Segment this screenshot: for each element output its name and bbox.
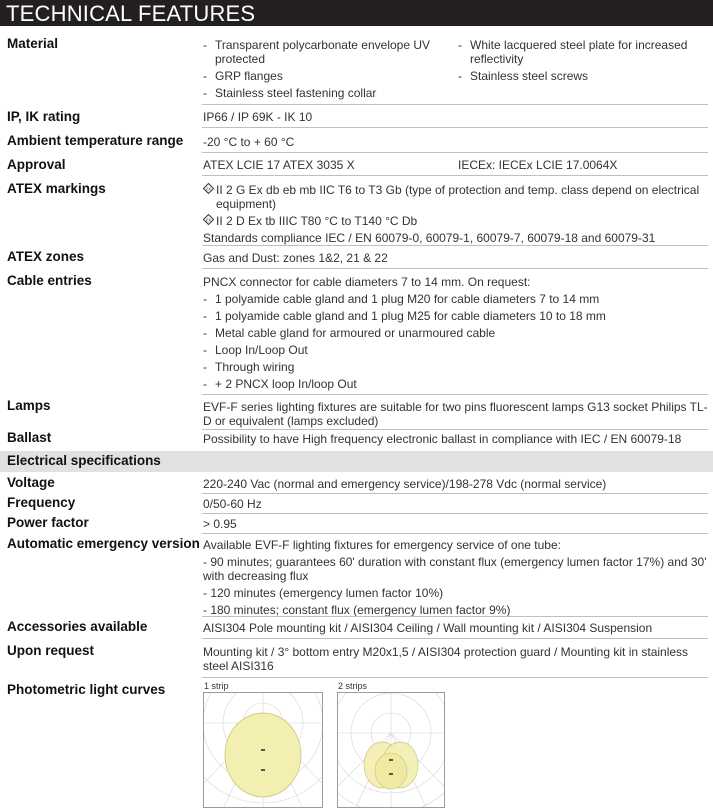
cable-item: 1 polyamide cable gland and 1 plug M20 for cable diameters 7 to 14 mm bbox=[215, 292, 600, 306]
ambient-label: Ambient temperature range bbox=[7, 133, 184, 148]
divider bbox=[202, 152, 708, 153]
material-list-2: - White lacquered steel plate for increased reflectivity - Stainless steel screws bbox=[458, 38, 703, 83]
ex-symbol-icon bbox=[203, 183, 216, 211]
svg-text:εx: εx bbox=[206, 186, 211, 193]
photometric-curve-1 bbox=[203, 692, 323, 808]
lamps-label: Lamps bbox=[7, 398, 51, 413]
divider bbox=[202, 245, 708, 246]
divider bbox=[202, 533, 708, 534]
power-factor-value: > 0.95 bbox=[203, 517, 237, 531]
divider bbox=[202, 127, 708, 128]
atex-marking-dust: II 2 D Ex tb IIIC T80 °C to T140 °C Db bbox=[216, 214, 418, 228]
cable-entries-label: Cable entries bbox=[7, 273, 92, 288]
material-list-1: - Transparent polycarbonate envelope UV protected - GRP flanges - Stainless steel fastening collar bbox=[203, 38, 443, 100]
material-item: Stainless steel fastening collar bbox=[215, 86, 377, 100]
ip-value: IP66 / IP 69K - IK 10 bbox=[203, 110, 313, 124]
material-item: Stainless steel screws bbox=[470, 69, 589, 83]
emergency-item: - 180 minutes; constant flux (emergency lumen factor 9%) bbox=[203, 603, 511, 617]
ballast-value: Possibility to have High frequency electronic ballast in compliance with IEC / EN 60079-18 bbox=[203, 432, 682, 446]
atex-zones-label: ATEX zones bbox=[7, 249, 85, 264]
photometric-caption-1: 1 strip bbox=[204, 681, 229, 691]
emergency-item: - 90 minutes; guarantees 60' duration with constant flux (emergency lumen factor 17%) and 30' with decreasing flux bbox=[203, 555, 707, 583]
ex-symbol-icon bbox=[203, 214, 216, 228]
divider bbox=[202, 394, 708, 395]
atex-markings-label: ATEX markings bbox=[7, 181, 106, 196]
atex-marking-gas: II 2 G Ex db eb mb IIC T6 to T3 Gb (type of protection and temp. class depend on electrical equipment) bbox=[216, 183, 700, 211]
emergency-value bbox=[203, 538, 708, 617]
voltage-value: 220-240 Vac (normal and emergency service)/198-278 Vdc (normal service) bbox=[203, 477, 607, 491]
divider bbox=[202, 104, 708, 105]
cable-intro: PNCX connector for cable diameters 7 to 14 mm. On request: bbox=[203, 275, 531, 289]
approval-label: Approval bbox=[7, 157, 66, 172]
upon-request-value: Mounting kit / 3° bottom entry M20x1,5 / AISI304 protection guard / Mounting kit in stainless steel AISI316 bbox=[203, 645, 689, 673]
photometric-label: Photometric light curves bbox=[7, 682, 166, 697]
section-electrical bbox=[0, 451, 713, 472]
material-item: GRP flanges bbox=[215, 69, 283, 83]
photometric-caption-2: 2 strips bbox=[338, 681, 368, 691]
svg-text:εx: εx bbox=[206, 217, 211, 224]
section-electrical-title: Electrical specifications bbox=[7, 453, 161, 468]
material-item: White lacquered steel plate for increased reflectivity bbox=[470, 38, 688, 66]
page-header bbox=[0, 0, 713, 26]
divider bbox=[202, 493, 708, 494]
divider bbox=[202, 513, 708, 514]
page-title: TECHNICAL FEATURES bbox=[6, 1, 256, 26]
voltage-label: Voltage bbox=[7, 475, 55, 490]
cable-item: Through wiring bbox=[215, 360, 295, 374]
divider bbox=[202, 268, 708, 269]
material-label: Material bbox=[7, 36, 59, 51]
ambient-value: -20 °C to + 60 °C bbox=[203, 135, 295, 149]
upon-request-label: Upon request bbox=[7, 643, 95, 658]
accessories-value: AISI304 Pole mounting kit / AISI304 Ceiling / Wall mounting kit / AISI304 Suspension bbox=[203, 621, 653, 635]
cable-item: 1 polyamide cable gland and 1 plug M25 for cable diameters 10 to 18 mm bbox=[215, 309, 606, 323]
atex-zones-value: Gas and Dust: zones 1&2, 21 & 22 bbox=[203, 251, 388, 265]
material-item: Transparent polycarbonate envelope UV protected bbox=[215, 38, 431, 66]
frequency-value: 0/50-60 Hz bbox=[203, 497, 262, 511]
frequency-label: Frequency bbox=[7, 495, 76, 510]
photometric-curve-2 bbox=[337, 692, 445, 808]
cable-item: + 2 PNCX loop In/loop Out bbox=[215, 377, 357, 391]
approval-value-1: ATEX LCIE 17 ATEX 3035 X bbox=[203, 158, 355, 172]
power-factor-label: Power factor bbox=[7, 515, 89, 530]
divider bbox=[202, 616, 708, 617]
accessories-label: Accessories available bbox=[7, 619, 148, 634]
cable-item: Metal cable gland for armoured or unarmoured cable bbox=[215, 326, 496, 340]
ballast-label: Ballast bbox=[7, 430, 52, 445]
approval-value-2: IECEx: IECEx LCIE 17.0064X bbox=[458, 158, 618, 172]
emergency-item: - 120 minutes (emergency lumen factor 10%) bbox=[203, 586, 444, 600]
divider bbox=[202, 175, 708, 176]
divider bbox=[202, 677, 708, 678]
ip-label: IP, IK rating bbox=[7, 109, 81, 124]
cable-entries-value: PNCX connector for cable diameters 7 to 14 mm. On request: - 1 polyamide cable gland and 1 plug M20 for cable diameters 7 to 14 mm - 1 polyamide cable gland and 1 plug M25 for cable diameters 10 to 18 mm - Metal cable gland for armoured or unarmoured cable - Loop In/Loop Out - Through wiring - + 2 PNCX loop In/loop Out bbox=[203, 275, 708, 391]
atex-standards: Standards compliance IEC / EN 60079-0, 60079-1, 60079-7, 60079-18 and 60079-31 bbox=[203, 231, 656, 245]
atex-markings-value bbox=[203, 183, 708, 245]
cable-item: Loop In/Loop Out bbox=[215, 343, 308, 357]
emergency-label: Automatic emergency version bbox=[7, 536, 200, 551]
divider bbox=[202, 429, 708, 430]
divider bbox=[202, 638, 708, 639]
lamps-value: EVF-F series lighting fixtures are suitable for two pins fluorescent lamps G13 socket Philips TL-D or equivalent (lamps excluded) bbox=[203, 400, 708, 428]
emergency-intro: Available EVF-F lighting fixtures for emergency service of one tube: bbox=[203, 538, 561, 552]
